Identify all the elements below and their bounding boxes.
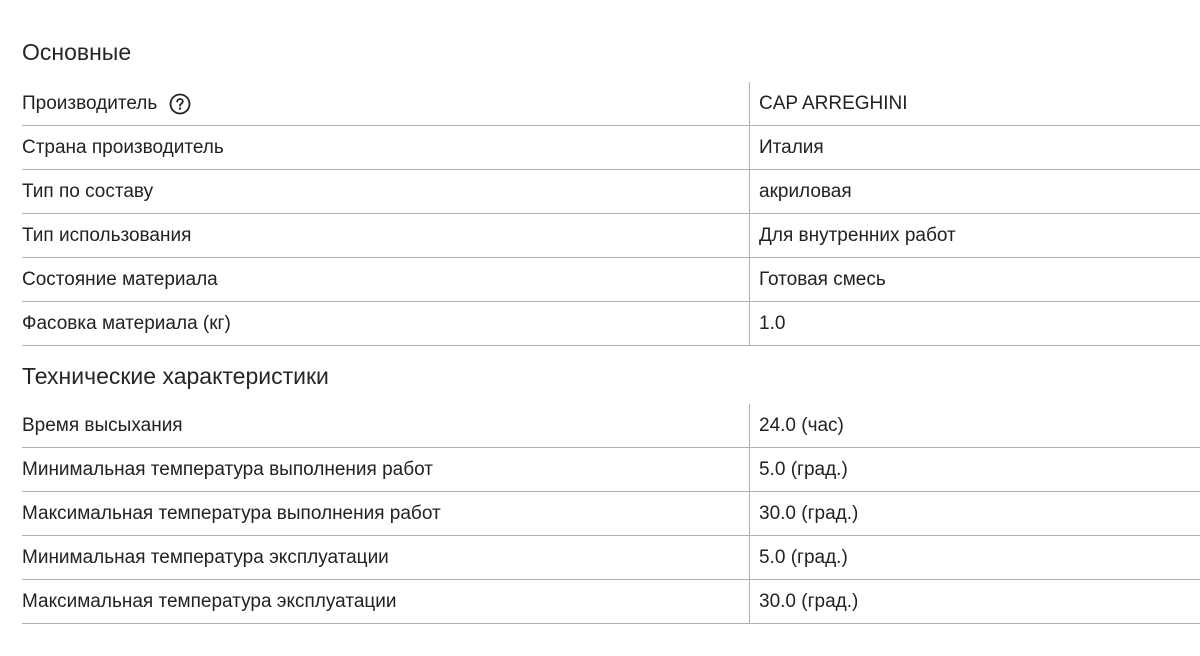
spec-row (22, 302, 1200, 346)
spec-name-cell: Состояние материала (22, 268, 218, 290)
spec-row (22, 580, 1200, 624)
spec-row (22, 170, 1200, 214)
spec-name-cell: Тип по составу (22, 180, 154, 202)
spec-table-main (22, 82, 1200, 346)
spec-name-cell: Минимальная температура выполнения работ (22, 458, 433, 480)
spec-name-label: Производитель (22, 92, 158, 114)
spec-row (22, 492, 1200, 536)
spec-value-cell: 24.0 (час) (749, 404, 1200, 447)
spec-value-cell: 5.0 (град.) (749, 536, 1200, 579)
spec-table-technical (22, 404, 1200, 624)
spec-value-cell: Для внутренних работ (749, 214, 1200, 257)
spec-value-cell: 30.0 (град.) (749, 580, 1200, 623)
spec-row (22, 82, 1200, 126)
spec-name-cell: Максимальная температура эксплуатации (22, 590, 397, 612)
spec-name-cell: Тип использования (22, 224, 192, 246)
spec-value-cell: акриловая (749, 170, 1200, 213)
spec-row (22, 448, 1200, 492)
spec-value-cell: Готовая смесь (749, 258, 1200, 301)
section-title-technical: Технические характеристики (22, 363, 329, 389)
spec-name-cell: Фасовка материала (кг) (22, 312, 231, 334)
spec-name-cell: Время высыхания (22, 414, 183, 436)
spec-value-cell: Италия (749, 126, 1200, 169)
spec-row (22, 258, 1200, 302)
spec-row (22, 404, 1200, 448)
spec-value-cell: 1.0 (749, 302, 1200, 345)
spec-row (22, 536, 1200, 580)
spec-value-cell: 5.0 (град.) (749, 448, 1200, 491)
spec-row (22, 214, 1200, 258)
question-circle-icon[interactable] (169, 93, 191, 115)
spec-row (22, 126, 1200, 170)
spec-name-cell (22, 82, 749, 125)
spec-name-cell: Максимальная температура выполнения работ (22, 502, 441, 524)
spec-value-cell: CAP ARREGHINI (749, 82, 1200, 125)
spec-name-cell: Страна производитель (22, 136, 224, 158)
spec-value-cell: 30.0 (град.) (749, 492, 1200, 535)
section-title-main: Основные (22, 39, 132, 65)
spec-name-cell: Минимальная температура эксплуатации (22, 546, 389, 568)
